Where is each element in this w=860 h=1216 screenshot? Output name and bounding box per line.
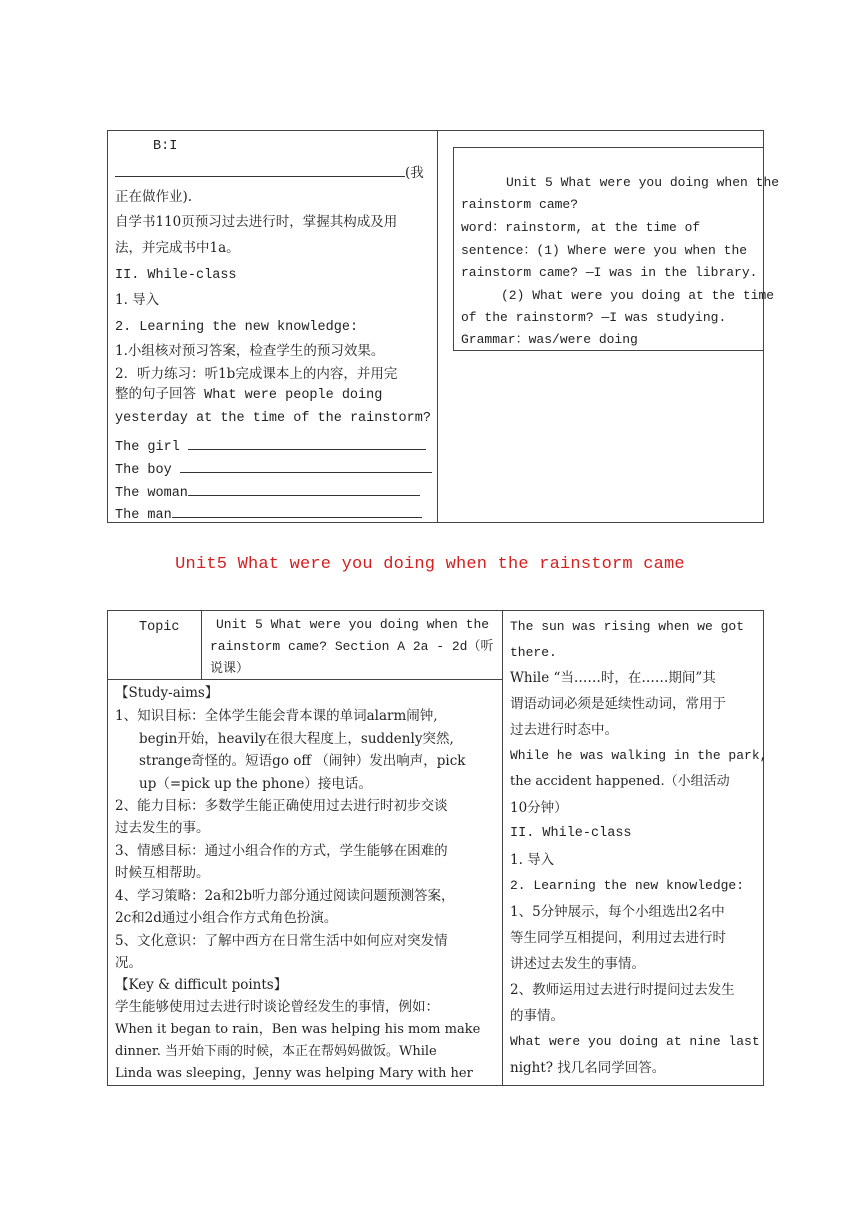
knowledge-aim-4: up（=pick up the phone）接电话。: [139, 776, 372, 792]
board-sentence-3: (2) What were you doing at the time: [501, 288, 775, 303]
board-title-2: rainstorm came?: [461, 197, 579, 212]
right-line-13: 等生同学互相提问，利用过去进行时: [510, 930, 726, 946]
right-line-5: 过去进行时态中。: [510, 722, 618, 738]
right-line-14: 讲述过去发生的事情。: [510, 956, 645, 972]
strategy-aim-1: 4、学习策略：2a和2b听力部分通过阅读问题预测答案，: [115, 888, 455, 904]
culture-aim-2: 况。: [115, 955, 142, 971]
topic-label: Topic: [139, 620, 180, 635]
key-point-2: When it began to rain，Ben was helping his mom make: [115, 1022, 481, 1037]
topic-line-2: rainstorm came? Section A 2a - 2d（听: [210, 639, 494, 654]
right-line-18: night? 找几名同学回答。: [510, 1060, 666, 1076]
key-point-3: dinner. 当开始下雨的时候，本正在帮妈妈做饭。While: [115, 1044, 437, 1059]
board-grammar: Grammar：was/were doing: [461, 332, 638, 347]
right-line-3: While “当……时，在……期间”其: [510, 670, 716, 686]
right-while-class: II. While-class: [510, 826, 632, 841]
while-class-heading: II. While-class: [115, 268, 237, 283]
woman-blank[interactable]: [188, 483, 420, 496]
culture-aim-1: 5、文化意识：了解中西方在日常生活中如何应对突发情: [115, 933, 448, 949]
boy-answer: [115, 460, 432, 479]
emotion-aim-2: 时候互相帮助。: [115, 865, 210, 881]
man-blank[interactable]: [172, 505, 422, 518]
girl-label: The girl: [115, 440, 180, 455]
listen-line-2-text: 整的句子回答 What were people doing: [115, 388, 383, 403]
knowledge-aim-2: begin开始，heavily在很大程度上，suddenly突然,: [139, 731, 454, 747]
board-sentence-1: sentence：(1) Where were you when the: [461, 243, 748, 258]
right-line-6: While he was walking in the park,: [510, 748, 768, 763]
topic-line-3: 说课）: [210, 661, 250, 676]
answer-b-blank[interactable]: [115, 164, 405, 177]
woman-label: The woman: [115, 486, 188, 501]
key-points-heading: 【Key & difficult points】: [115, 977, 288, 993]
girl-answer: [115, 437, 426, 456]
b-suffix: (我: [405, 165, 424, 181]
right-line-17: What were you doing at nine last: [510, 1034, 760, 1049]
right-line-7: the accident happened.（小组活动: [510, 774, 730, 789]
page-title: Unit5 What were you doing when the rainstorm came: [175, 555, 685, 574]
listen-line-1: 2．听力练习：听1b完成课本上的内容，并用完: [115, 366, 398, 382]
topic-divider: [201, 610, 202, 679]
preview-line-2: 法，并完成书中1a。: [115, 240, 240, 256]
b-prefix: B:I: [153, 139, 178, 154]
key-point-4: Linda was sleeping，Jenny was helping Mary with her: [115, 1066, 473, 1081]
right-line-4: 谓语动词必须是延续性动词，常用于: [510, 696, 726, 712]
right-line-15: 2、教师运用过去进行时提问过去发生: [510, 982, 735, 998]
learning-heading: 2. Learning the new knowledge:: [115, 320, 359, 335]
man-answer: [115, 505, 422, 524]
answer-b-cont: 正在做作业).: [115, 189, 193, 205]
lesson-table-right-divider: [502, 610, 503, 1086]
board-title-1: Unit 5 What were you doing when the: [506, 175, 780, 190]
right-line-1: The sun was rising when we got: [510, 619, 745, 634]
right-line-16: 的事情。: [510, 1008, 564, 1024]
man-label: The man: [115, 508, 172, 523]
board-word: word：rainstorm, at the time of: [461, 220, 701, 235]
strategy-aim-2: 2c和2d通过小组合作方式角色扮演。: [115, 910, 338, 926]
intro-item: 1. 导入: [115, 292, 160, 308]
listen-line-2: [115, 388, 382, 404]
right-learning: 2. Learning the new knowledge:: [510, 878, 745, 893]
check-item: 1.小组核对预习答案，检查学生的预习效果。: [115, 343, 385, 359]
knowledge-aim-3: strange奇怪的。短语go off （闹钟）发出响声，pick: [139, 753, 466, 769]
girl-blank[interactable]: [188, 437, 426, 450]
topic-row-bottom: [107, 679, 502, 680]
knowledge-aim-1: 1、知识目标：全体学生能会背本课的单词alarm闹钟,: [115, 708, 438, 724]
right-line-2: there.: [510, 645, 557, 660]
right-line-12: 1、5分钟展示，每个小组选出2名中: [510, 904, 725, 920]
topic-line-1: Unit 5 What were you doing when the: [216, 617, 490, 632]
ability-aim-1: 2、能力目标：多数学生能正确使用过去进行时初步交谈: [115, 798, 448, 814]
preview-line-1: 自学书110页预习过去进行时，掌握其构成及用: [115, 214, 398, 230]
right-intro: 1. 导入: [510, 852, 555, 868]
ability-aim-2: 过去发生的事。: [115, 820, 210, 836]
woman-answer: [115, 483, 420, 502]
board-sentence-2: rainstorm came? —I was in the library.: [461, 265, 758, 280]
boy-label: The boy: [115, 463, 172, 478]
study-aims-heading: 【Study-aims】: [115, 685, 219, 701]
boy-blank[interactable]: [180, 460, 432, 473]
emotion-aim-1: 3、情感目标：通过小组合作的方式，学生能够在困难的: [115, 843, 448, 859]
board-sentence-4: of the rainstorm? —I was studying.: [461, 310, 727, 325]
top-table-divider: [437, 130, 438, 523]
answer-b-line: [153, 139, 177, 155]
right-line-8: 10分钟）: [510, 800, 568, 816]
answer-b-blank-line: [115, 164, 424, 181]
key-point-1: 学生能够使用过去进行时谈论曾经发生的事情，例如：: [115, 999, 439, 1015]
listen-line-3: yesterday at the time of the rainstorm?: [115, 411, 431, 426]
